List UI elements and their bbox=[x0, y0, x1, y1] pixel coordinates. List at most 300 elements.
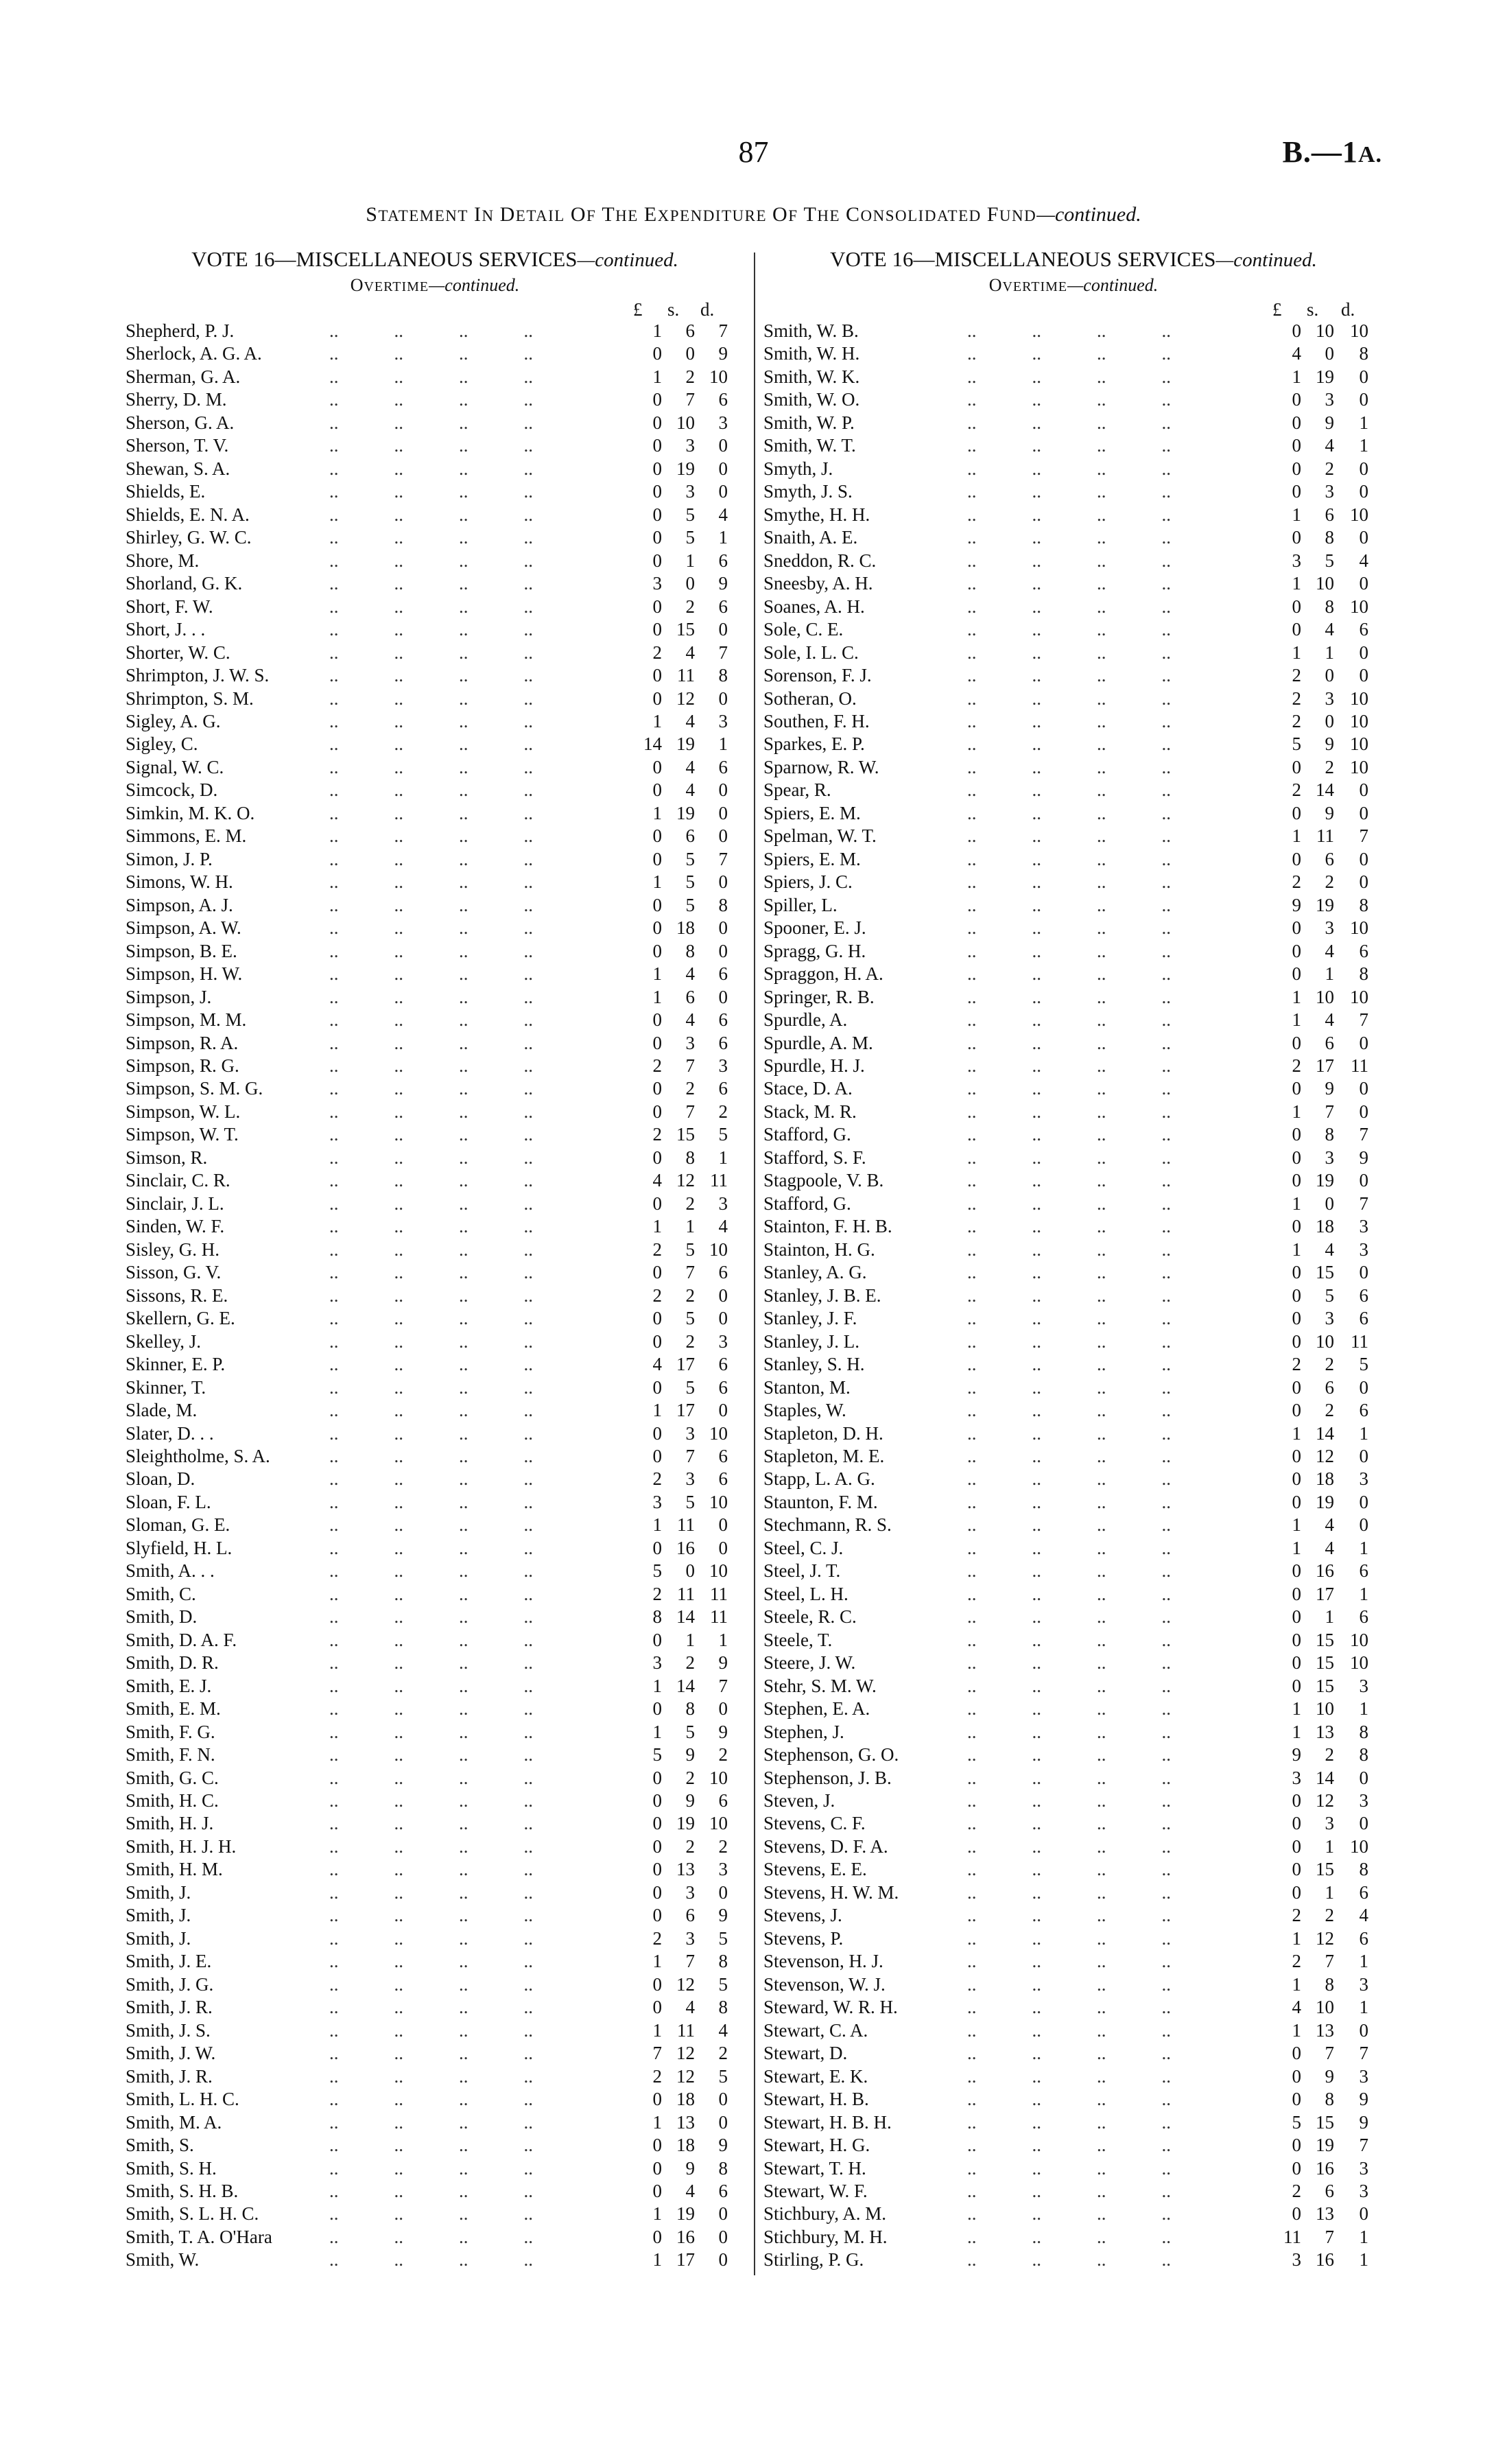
leader-dots: .. .. .. .. bbox=[311, 917, 533, 939]
entry-row bbox=[763, 986, 1384, 1009]
entry-shillings: 7 bbox=[685, 389, 695, 410]
entry-name: Stephenson, J. B. bbox=[763, 1767, 892, 1788]
right-vote-heading bbox=[763, 246, 1384, 273]
entry-row bbox=[126, 1330, 744, 1353]
leader-dots: .. .. .. .. bbox=[311, 527, 533, 548]
entry-pence: 8 bbox=[1359, 1859, 1368, 1880]
right-vote-continued: —continued. bbox=[1215, 249, 1317, 271]
entry-pence: 11 bbox=[710, 1170, 728, 1191]
entry-pounds: 4 bbox=[1292, 1997, 1301, 2018]
entry-pounds: 0 bbox=[652, 527, 662, 548]
leader-dots: .. .. .. .. bbox=[311, 550, 533, 571]
entry-row bbox=[126, 434, 744, 457]
entry-pence: 6 bbox=[718, 1009, 728, 1031]
entry-pounds: 0 bbox=[1292, 848, 1301, 869]
entry-pence: 10 bbox=[1350, 504, 1368, 525]
entry-row bbox=[126, 1491, 744, 1514]
entry-row bbox=[126, 1055, 744, 1077]
entry-pence: 10 bbox=[1350, 917, 1368, 939]
entry-name: Stevens, E. E. bbox=[763, 1859, 867, 1880]
entry-shillings: 8 bbox=[685, 1147, 695, 1168]
entry-shillings: 3 bbox=[685, 1881, 695, 1903]
entry-pence: 9 bbox=[718, 2135, 728, 2156]
entry-row bbox=[126, 1721, 744, 1744]
entry-pounds: 0 bbox=[652, 1032, 662, 1053]
entry-shillings: 3 bbox=[1325, 481, 1334, 502]
entry-row bbox=[763, 2157, 1384, 2180]
entry-name: Skellern, G. E. bbox=[126, 1308, 235, 1329]
entry-name: Simons, W. H. bbox=[126, 871, 233, 893]
leader-dots: .. .. .. .. bbox=[311, 1400, 533, 1421]
entry-pence: 5 bbox=[718, 1124, 728, 1145]
entry-row bbox=[126, 366, 744, 388]
entry-row bbox=[763, 2180, 1384, 2203]
entry-pounds: 0 bbox=[652, 688, 662, 709]
leader-dots: .. .. .. .. bbox=[311, 343, 533, 364]
entry-shillings: 0 bbox=[1325, 343, 1334, 364]
leader-dots: .. .. .. .. bbox=[949, 1606, 1171, 1628]
entry-row bbox=[126, 1996, 744, 2019]
entry-name: Stewart, H. B. bbox=[763, 2089, 869, 2110]
entry-name: Sigley, C. bbox=[126, 734, 198, 755]
leader-dots: .. .. .. .. bbox=[949, 665, 1171, 686]
leader-dots: .. .. .. .. bbox=[949, 1652, 1171, 1674]
leader-dots: .. .. .. .. bbox=[311, 1124, 533, 1145]
entry-row bbox=[763, 526, 1384, 549]
entry-pounds: 0 bbox=[652, 940, 662, 961]
entry-name: Stevens, J. bbox=[763, 1905, 842, 1926]
entry-pence: 4 bbox=[1359, 550, 1368, 571]
entry-pounds: 0 bbox=[652, 1262, 662, 1283]
leader-dots: .. .. .. .. bbox=[949, 1055, 1171, 1076]
entry-pounds: 1 bbox=[1292, 1239, 1301, 1260]
entry-shillings: 11 bbox=[677, 1514, 695, 1536]
leader-dots: .. .. .. .. bbox=[311, 1859, 533, 1880]
leader-dots: .. .. .. .. bbox=[311, 1239, 533, 1260]
entry-shillings: 4 bbox=[1325, 1239, 1334, 1260]
entry-shillings: 4 bbox=[1325, 940, 1334, 961]
entry-name: Skinner, T. bbox=[126, 1376, 206, 1398]
entry-pounds: 0 bbox=[652, 2135, 662, 2156]
entry-row bbox=[126, 825, 744, 847]
entry-name: Simpson, W. L. bbox=[126, 1101, 241, 1122]
entry-shillings: 9 bbox=[1325, 734, 1334, 755]
entry-row bbox=[763, 1169, 1384, 1192]
entry-pence: 5 bbox=[718, 1927, 728, 1949]
entry-name: Stewart, H. B. H. bbox=[763, 2111, 892, 2133]
entry-pounds: 0 bbox=[1292, 1216, 1301, 1237]
leader-dots: .. .. .. .. bbox=[311, 2135, 533, 2156]
leader-dots: .. .. .. .. bbox=[311, 1101, 533, 1122]
entry-name: Shirley, G. W. C. bbox=[126, 527, 252, 548]
entry-pounds: 1 bbox=[1292, 1101, 1301, 1122]
entry-shillings: 4 bbox=[685, 2180, 695, 2201]
entry-row bbox=[126, 2042, 744, 2065]
entry-pounds: 1 bbox=[652, 986, 662, 1007]
entry-pounds: 0 bbox=[652, 1790, 662, 1811]
entry-row bbox=[763, 2019, 1384, 2042]
leader-dots: .. .. .. .. bbox=[949, 986, 1171, 1007]
entry-pence: 10 bbox=[709, 1767, 728, 1788]
entry-shillings: 4 bbox=[685, 779, 695, 801]
entry-row bbox=[763, 504, 1384, 526]
entry-row bbox=[126, 871, 744, 893]
entry-name: Sloman, G. E. bbox=[126, 1514, 230, 1536]
entry-pence: 0 bbox=[718, 1698, 728, 1720]
entry-name: Smith, F. N. bbox=[126, 1744, 215, 1765]
leader-dots: .. .. .. .. bbox=[949, 848, 1171, 869]
leader-dots: .. .. .. .. bbox=[311, 2180, 533, 2201]
entry-pence: 0 bbox=[1359, 642, 1368, 663]
leader-dots: .. .. .. .. bbox=[311, 871, 533, 893]
entry-row bbox=[763, 1996, 1384, 2019]
entry-pounds: 1 bbox=[1292, 1422, 1301, 1444]
leader-dots: .. .. .. .. bbox=[949, 1147, 1171, 1168]
entry-shillings: 12 bbox=[676, 1973, 695, 1995]
leader-dots: .. .. .. .. bbox=[949, 871, 1171, 893]
entry-pence: 0 bbox=[1359, 1262, 1368, 1283]
entry-shillings: 7 bbox=[685, 1101, 695, 1122]
entry-name: Smith, A. . . bbox=[126, 1560, 215, 1582]
entry-row bbox=[126, 1399, 744, 1422]
entry-name: Springer, R. B. bbox=[763, 986, 875, 1007]
entry-pounds: 0 bbox=[1292, 435, 1301, 456]
entry-row bbox=[763, 1307, 1384, 1330]
entry-name: Stevens, P. bbox=[763, 1927, 844, 1949]
entry-row bbox=[763, 2088, 1384, 2111]
leader-dots: .. .. .. .. bbox=[949, 1514, 1171, 1536]
entry-name: Stewart, E. K. bbox=[763, 2065, 868, 2087]
entry-name: Simpson, M. M. bbox=[126, 1009, 247, 1031]
entry-pounds: 0 bbox=[652, 1629, 662, 1650]
entry-row bbox=[126, 1675, 744, 1698]
entry-row bbox=[763, 1261, 1384, 1284]
left-vote-title: VOTE 16—MISCELLANEOUS SERVICES bbox=[191, 247, 578, 271]
leader-dots: .. .. .. .. bbox=[311, 1698, 533, 1720]
entry-pounds: 0 bbox=[652, 504, 662, 525]
leader-dots: .. .. .. .. bbox=[311, 1445, 533, 1466]
entry-name: Stevens, H. W. M. bbox=[763, 1881, 899, 1903]
entry-pounds: 1 bbox=[652, 1721, 662, 1742]
entry-row bbox=[763, 1881, 1384, 1904]
entry-name: Spurdle, A. M. bbox=[763, 1032, 873, 1053]
entry-pence: 5 bbox=[718, 2065, 728, 2087]
entry-pence: 0 bbox=[718, 1881, 728, 1903]
entry-pence: 6 bbox=[718, 2180, 728, 2201]
entry-pence: 0 bbox=[718, 2203, 728, 2225]
entry-name: Smith, J. R. bbox=[126, 2065, 213, 2087]
entry-shillings: 3 bbox=[685, 1468, 695, 1490]
entry-name: Smith, J. E. bbox=[126, 1951, 212, 1972]
entry-shillings: 9 bbox=[1325, 802, 1334, 823]
entry-pence: 8 bbox=[1359, 1721, 1368, 1742]
entry-name: Stanley, J. L. bbox=[763, 1330, 859, 1352]
leader-dots: .. .. .. .. bbox=[311, 1652, 533, 1674]
leader-dots: .. .. .. .. bbox=[311, 665, 533, 686]
entry-name: Sneesby, A. H. bbox=[763, 573, 873, 594]
entry-name: Stanley, J. B. E. bbox=[763, 1284, 881, 1306]
entry-pence: 3 bbox=[718, 1193, 728, 1214]
entry-shillings: 11 bbox=[677, 665, 695, 686]
leader-dots: .. .. .. .. bbox=[311, 389, 533, 410]
leader-dots: .. .. .. .. bbox=[311, 848, 533, 869]
entry-row bbox=[126, 1193, 744, 1215]
entry-pence: 3 bbox=[718, 1055, 728, 1076]
entry-row bbox=[126, 1077, 744, 1100]
entry-shillings: 2 bbox=[1325, 1400, 1334, 1421]
entry-name: Simpson, H. W. bbox=[126, 963, 243, 985]
entry-shillings: 18 bbox=[1316, 1468, 1334, 1490]
leader-dots: .. .. .. .. bbox=[949, 2111, 1171, 2133]
entry-shillings: 5 bbox=[685, 871, 695, 893]
entry-shillings: 8 bbox=[1325, 527, 1334, 548]
entry-pounds: 0 bbox=[1292, 320, 1301, 341]
entry-pence: 3 bbox=[1359, 2065, 1368, 2087]
entry-row bbox=[763, 1376, 1384, 1399]
entry-pence: 6 bbox=[718, 963, 728, 985]
entry-shillings: 7 bbox=[685, 1445, 695, 1466]
entry-row bbox=[126, 1123, 744, 1146]
entry-pence: 2 bbox=[718, 1835, 728, 1857]
leader-dots: .. .. .. .. bbox=[949, 1675, 1171, 1696]
leader-dots: .. .. .. .. bbox=[949, 2135, 1171, 2156]
entry-row bbox=[763, 1330, 1384, 1353]
entry-pounds: 3 bbox=[1292, 2249, 1301, 2271]
entry-pounds: 0 bbox=[652, 1767, 662, 1788]
entry-pence: 11 bbox=[1351, 1330, 1368, 1352]
entry-pounds: 0 bbox=[1292, 527, 1301, 548]
entry-pounds: 0 bbox=[652, 2226, 662, 2247]
entry-pounds: 2 bbox=[652, 1927, 662, 1949]
entry-pounds: 0 bbox=[652, 779, 662, 801]
entry-pounds: 2 bbox=[1292, 1905, 1301, 1926]
leader-dots: .. .. .. .. bbox=[311, 2043, 533, 2064]
entry-pence: 8 bbox=[718, 2157, 728, 2179]
entry-name: Simpson, W. T. bbox=[126, 1124, 239, 1145]
entry-row bbox=[763, 366, 1384, 388]
entry-shillings: 3 bbox=[685, 435, 695, 456]
left-pounds-header: £ bbox=[633, 299, 643, 320]
leader-dots: .. .. .. .. bbox=[311, 1308, 533, 1329]
entry-name: Stanton, M. bbox=[763, 1376, 851, 1398]
entry-shillings: 5 bbox=[1325, 550, 1334, 571]
entry-pounds: 0 bbox=[652, 1973, 662, 1995]
entry-pence: 10 bbox=[1350, 1835, 1368, 1857]
entry-pounds: 2 bbox=[1292, 688, 1301, 709]
entry-pounds: 2 bbox=[1292, 1354, 1301, 1375]
entry-name: Smith, J. bbox=[126, 1881, 191, 1903]
leader-dots: .. .. .. .. bbox=[949, 802, 1171, 823]
entry-shillings: 6 bbox=[685, 1905, 695, 1926]
entry-pounds: 2 bbox=[652, 1239, 662, 1260]
leader-dots: .. .. .. .. bbox=[311, 2203, 533, 2225]
entry-pounds: 0 bbox=[1292, 1835, 1301, 1857]
entry-pence: 0 bbox=[718, 871, 728, 893]
leader-dots: .. .. .. .. bbox=[949, 1032, 1171, 1053]
leader-dots: .. .. .. .. bbox=[949, 1859, 1171, 1880]
entry-pence: 8 bbox=[718, 894, 728, 915]
leader-dots: .. .. .. .. bbox=[311, 1216, 533, 1237]
leader-dots: .. .. .. .. bbox=[311, 940, 533, 961]
leader-dots: .. .. .. .. bbox=[311, 1675, 533, 1696]
entry-shillings: 7 bbox=[1325, 1951, 1334, 1972]
entry-shillings: 8 bbox=[1325, 1124, 1334, 1145]
leader-dots: .. .. .. .. bbox=[949, 2180, 1171, 2201]
entry-name: Sherson, G. A. bbox=[126, 412, 235, 433]
entry-shillings: 5 bbox=[1325, 1284, 1334, 1306]
entry-pounds: 1 bbox=[1292, 504, 1301, 525]
leader-dots: .. .. .. .. bbox=[311, 2019, 533, 2041]
leader-dots: .. .. .. .. bbox=[949, 389, 1171, 410]
entry-pounds: 9 bbox=[1292, 894, 1301, 915]
leader-dots: .. .. .. .. bbox=[311, 320, 533, 341]
entry-row bbox=[763, 1537, 1384, 1560]
entry-pence: 6 bbox=[1359, 1927, 1368, 1949]
entry-name: Skelley, J. bbox=[126, 1330, 201, 1352]
entry-name: Smith, W. P. bbox=[763, 412, 855, 433]
entry-pence: 0 bbox=[1359, 1170, 1368, 1191]
entry-row bbox=[763, 2134, 1384, 2157]
entry-pounds: 0 bbox=[1292, 1859, 1301, 1880]
entry-pounds: 0 bbox=[1292, 756, 1301, 777]
leader-dots: .. .. .. .. bbox=[311, 1951, 533, 1972]
entry-pounds: 0 bbox=[1292, 1468, 1301, 1490]
entry-row bbox=[763, 2111, 1384, 2134]
entry-row bbox=[763, 1239, 1384, 1261]
entry-row bbox=[763, 1606, 1384, 1628]
entry-row bbox=[126, 1812, 744, 1835]
entry-shillings: 9 bbox=[685, 2157, 695, 2179]
entry-pounds: 0 bbox=[1292, 2157, 1301, 2179]
entry-pence: 1 bbox=[718, 527, 728, 548]
entry-pounds: 11 bbox=[1283, 2226, 1301, 2247]
entry-pence: 3 bbox=[1359, 1468, 1368, 1490]
entry-pounds: 0 bbox=[1292, 1813, 1301, 1834]
entry-row bbox=[763, 688, 1384, 710]
leader-dots: .. .. .. .. bbox=[311, 1009, 533, 1031]
entry-pence: 0 bbox=[1359, 481, 1368, 502]
entry-row bbox=[763, 1583, 1384, 1606]
entry-shillings: 6 bbox=[1325, 1376, 1334, 1398]
entry-name: Sloan, F. L. bbox=[126, 1491, 211, 1512]
entry-pounds: 4 bbox=[652, 1354, 662, 1375]
entry-pounds: 0 bbox=[1292, 1606, 1301, 1628]
entry-name: Sherson, T. V. bbox=[126, 435, 229, 456]
entry-name: Simpson, B. E. bbox=[126, 940, 237, 961]
entry-row bbox=[126, 1698, 744, 1720]
leader-dots: .. .. .. .. bbox=[311, 2157, 533, 2179]
entry-name: Smith, H. J. H. bbox=[126, 1835, 237, 1857]
leader-dots: .. .. .. .. bbox=[949, 734, 1171, 755]
leader-dots: .. .. .. .. bbox=[949, 1698, 1171, 1720]
page-number: 87 bbox=[738, 135, 769, 169]
entry-name: Sisley, G. H. bbox=[126, 1239, 220, 1260]
entry-row bbox=[126, 1835, 744, 1858]
entry-name: Sleightholme, S. A. bbox=[126, 1445, 270, 1466]
entry-row bbox=[126, 848, 744, 871]
leader-dots: .. .. .. .. bbox=[949, 688, 1171, 709]
entry-pounds: 2 bbox=[652, 1583, 662, 1604]
entry-pence: 10 bbox=[709, 1239, 728, 1260]
leader-dots: .. .. .. .. bbox=[949, 963, 1171, 985]
entry-row bbox=[763, 1675, 1384, 1698]
entry-shillings: 1 bbox=[685, 550, 695, 571]
entry-pounds: 0 bbox=[1292, 2135, 1301, 2156]
entry-name: Stichbury, A. M. bbox=[763, 2203, 887, 2225]
entry-pounds: 2 bbox=[652, 642, 662, 663]
entry-pounds: 0 bbox=[1292, 2065, 1301, 2087]
entry-shillings: 10 bbox=[1316, 1330, 1334, 1352]
entry-row bbox=[763, 664, 1384, 687]
entry-name: Stapleton, D. H. bbox=[763, 1422, 883, 1444]
entry-pounds: 1 bbox=[652, 710, 662, 731]
entry-pounds: 1 bbox=[652, 2249, 662, 2271]
entry-pence: 6 bbox=[718, 1262, 728, 1283]
entry-pounds: 1 bbox=[1292, 1009, 1301, 1031]
entry-name: Stapleton, M. E. bbox=[763, 1445, 885, 1466]
entry-shillings: 5 bbox=[685, 1491, 695, 1512]
entry-shillings: 9 bbox=[1325, 412, 1334, 433]
entry-shillings: 14 bbox=[1316, 1767, 1334, 1788]
entry-pounds: 1 bbox=[1292, 1537, 1301, 1558]
entry-row bbox=[763, 572, 1384, 595]
entry-name: Simcock, D. bbox=[126, 779, 218, 801]
entry-row bbox=[126, 1239, 744, 1261]
entry-pence: 10 bbox=[709, 1813, 728, 1834]
entry-row bbox=[126, 458, 744, 480]
entry-name: Shrimpton, J. W. S. bbox=[126, 665, 270, 686]
entry-shillings: 19 bbox=[1316, 2135, 1334, 2156]
document-reference-main: B.—1 bbox=[1282, 135, 1358, 169]
entry-pence: 4 bbox=[718, 504, 728, 525]
entry-shillings: 16 bbox=[1316, 2157, 1334, 2179]
entry-pounds: 1 bbox=[1292, 1514, 1301, 1536]
entry-pence: 6 bbox=[718, 1032, 728, 1053]
entry-row bbox=[763, 2203, 1384, 2225]
entry-name: Stevenson, W. J. bbox=[763, 1973, 886, 1995]
leader-dots: .. .. .. .. bbox=[311, 1468, 533, 1490]
entry-pounds: 2 bbox=[652, 1055, 662, 1076]
entry-pence: 1 bbox=[1359, 1422, 1368, 1444]
right-subheading bbox=[763, 273, 1384, 299]
entry-pence: 9 bbox=[1359, 1147, 1368, 1168]
leader-dots: .. .. .. .. bbox=[311, 1927, 533, 1949]
entry-pounds: 0 bbox=[1292, 1284, 1301, 1306]
entry-name: Smith, S. H. B. bbox=[126, 2180, 239, 2201]
entry-name: Smith, J. G. bbox=[126, 1973, 214, 1995]
entry-name: Stewart, H. G. bbox=[763, 2135, 870, 2156]
entry-shillings: 2 bbox=[685, 1330, 695, 1352]
leader-dots: .. .. .. .. bbox=[949, 2157, 1171, 2179]
entry-name: Spiller, L. bbox=[763, 894, 838, 915]
entry-pence: 6 bbox=[718, 1354, 728, 1375]
entry-name: Smith, E. M. bbox=[126, 1698, 221, 1720]
entry-pounds: 0 bbox=[652, 917, 662, 939]
entry-pence: 7 bbox=[718, 642, 728, 663]
entry-shillings: 18 bbox=[1316, 1216, 1334, 1237]
entry-pence: 0 bbox=[718, 825, 728, 847]
entry-pence: 3 bbox=[718, 1859, 728, 1880]
entry-pence: 10 bbox=[1350, 688, 1368, 709]
entry-pence: 0 bbox=[718, 2089, 728, 2110]
entry-pounds: 3 bbox=[652, 1491, 662, 1512]
entry-row bbox=[126, 1468, 744, 1490]
leader-dots: .. .. .. .. bbox=[311, 1514, 533, 1536]
leader-dots: .. .. .. .. bbox=[311, 2226, 533, 2247]
entry-name: Steere, J. W. bbox=[763, 1652, 856, 1674]
entry-pence: 2 bbox=[718, 2043, 728, 2064]
entry-name: Stainton, F. H. B. bbox=[763, 1216, 892, 1237]
